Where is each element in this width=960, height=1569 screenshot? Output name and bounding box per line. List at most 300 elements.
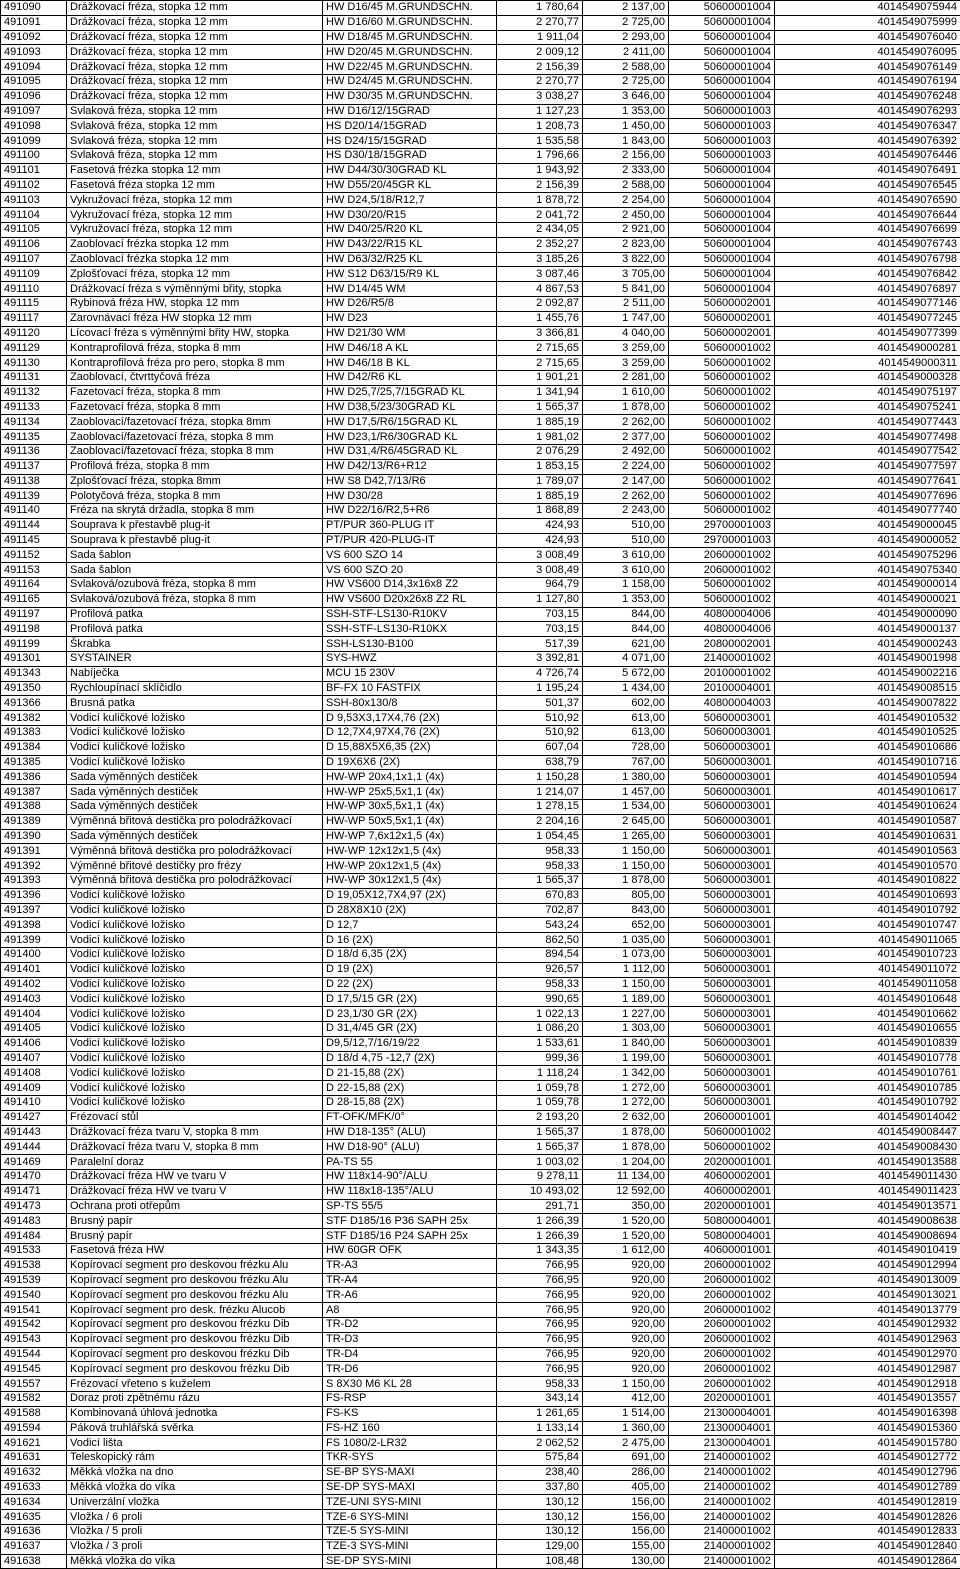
ean-cell: 4014549010587: [775, 814, 960, 829]
group-code-cell: 21400001002: [669, 1465, 775, 1480]
group-code-cell: 50600001002: [669, 341, 775, 356]
product-name-cell: Vykružovací fréza, stopka 12 mm: [67, 208, 323, 223]
group-code-cell: 40600002001: [669, 1184, 775, 1199]
group-code-cell: 50600003001: [669, 948, 775, 963]
product-name-cell: Brusná patka: [67, 696, 323, 711]
product-id-cell: 491638: [1, 1554, 67, 1569]
ean-cell: 4014549010655: [775, 1021, 960, 1036]
product-id-cell: 491343: [1, 666, 67, 681]
ean-cell: 4014549076545: [775, 178, 960, 193]
product-type-cell: TR-A4: [323, 1273, 497, 1288]
group-code-cell: 50600001004: [669, 163, 775, 178]
product-type-cell: FS-KS: [323, 1406, 497, 1421]
product-name-cell: Páková truhlářská svěrka: [67, 1421, 323, 1436]
price-inc-vat-cell: 350,00: [583, 1199, 669, 1214]
group-code-cell: 50800004001: [669, 1229, 775, 1244]
product-id-cell: 491100: [1, 148, 67, 163]
table-row: [1, 1332, 960, 1347]
product-type-cell: SSH-LS130-B100: [323, 637, 497, 652]
group-code-cell: 50600003001: [669, 962, 775, 977]
ean-cell: 4014549012796: [775, 1465, 960, 1480]
ean-cell: 4014549010686: [775, 740, 960, 755]
price-ex-vat-cell: 510,92: [497, 726, 583, 741]
ean-cell: 4014549075944: [775, 1, 960, 16]
product-id-cell: 491165: [1, 592, 67, 607]
group-code-cell: 21300004001: [669, 1406, 775, 1421]
table-row: [1, 1, 960, 16]
table-row: [1, 1140, 960, 1155]
table-row: [1, 489, 960, 504]
table-row: [1, 430, 960, 445]
price-inc-vat-cell: 156,00: [583, 1525, 669, 1540]
product-type-cell: VS 600 SZO 20: [323, 563, 497, 578]
product-name-cell: Vodicí kuličkové ložisko: [67, 948, 323, 963]
product-name-cell: Sada výměnných destiček: [67, 770, 323, 785]
table-row: [1, 755, 960, 770]
product-name-cell: Sada výměnných destiček: [67, 785, 323, 800]
product-id-cell: 491636: [1, 1525, 67, 1540]
product-name-cell: Zplošťovací fréza, stopka 12 mm: [67, 267, 323, 282]
product-id-cell: 491104: [1, 208, 67, 223]
product-name-cell: Drážkovací fréza, stopka 12 mm: [67, 1, 323, 16]
ean-cell: 4014549077498: [775, 430, 960, 445]
price-inc-vat-cell: 510,00: [583, 518, 669, 533]
price-ex-vat-cell: 1 208,73: [497, 119, 583, 134]
product-type-cell: HW D16/12/15GRAD: [323, 104, 497, 119]
table-row: [1, 1066, 960, 1081]
price-inc-vat-cell: 1 843,00: [583, 134, 669, 149]
product-name-cell: Teleskopický rám: [67, 1451, 323, 1466]
price-inc-vat-cell: 1 534,00: [583, 800, 669, 815]
product-id-cell: 491444: [1, 1140, 67, 1155]
product-type-cell: VS 600 SZO 14: [323, 548, 497, 563]
product-type-cell: TZE-5 SYS-MINI: [323, 1525, 497, 1540]
table-row: [1, 1421, 960, 1436]
table-row: [1, 592, 960, 607]
ean-cell: 4014549000281: [775, 341, 960, 356]
group-code-cell: 50600001003: [669, 119, 775, 134]
price-ex-vat-cell: 1 533,61: [497, 1036, 583, 1051]
product-type-cell: HW D46/18 A KL: [323, 341, 497, 356]
price-inc-vat-cell: 1 457,00: [583, 785, 669, 800]
product-type-cell: HW D20/45 M.GRUNDSCHN.: [323, 45, 497, 60]
table-row: [1, 267, 960, 282]
price-ex-vat-cell: 1 796,66: [497, 148, 583, 163]
table-row: [1, 89, 960, 104]
price-ex-vat-cell: 766,95: [497, 1273, 583, 1288]
price-inc-vat-cell: 2 377,00: [583, 430, 669, 445]
group-code-cell: 50600003001: [669, 933, 775, 948]
product-id-cell: 491094: [1, 60, 67, 75]
product-name-cell: Vodicí kuličkové ložisko: [67, 977, 323, 992]
ean-cell: 4014549076040: [775, 30, 960, 45]
product-id-cell: 491129: [1, 341, 67, 356]
product-name-cell: Výměnná břitová destička pro polodrážkovací: [67, 814, 323, 829]
price-ex-vat-cell: 638,79: [497, 755, 583, 770]
table-row: [1, 563, 960, 578]
price-inc-vat-cell: 920,00: [583, 1258, 669, 1273]
table-row: [1, 237, 960, 252]
product-name-cell: Drážkovací fréza, stopka 12 mm: [67, 60, 323, 75]
ean-cell: 4014549012826: [775, 1510, 960, 1525]
ean-cell: 4014549001998: [775, 652, 960, 667]
price-inc-vat-cell: 1 520,00: [583, 1229, 669, 1244]
group-code-cell: 50600001002: [669, 415, 775, 430]
price-inc-vat-cell: 4 071,00: [583, 652, 669, 667]
ean-cell: 4014549076590: [775, 193, 960, 208]
table-row: [1, 637, 960, 652]
price-inc-vat-cell: 1 189,00: [583, 992, 669, 1007]
ean-cell: 4014549013779: [775, 1303, 960, 1318]
product-name-cell: Vodicí kuličkové ložisko: [67, 918, 323, 933]
product-name-cell: Doraz proti zpětnému rázu: [67, 1391, 323, 1406]
product-id-cell: 491093: [1, 45, 67, 60]
ean-cell: 4014549076194: [775, 74, 960, 89]
ean-cell: 4014549010662: [775, 1007, 960, 1022]
product-id-cell: 491145: [1, 533, 67, 548]
product-id-cell: 491133: [1, 400, 67, 415]
product-id-cell: 491137: [1, 459, 67, 474]
product-name-cell: Vodicí kuličkové ložisko: [67, 903, 323, 918]
price-ex-vat-cell: 1 535,58: [497, 134, 583, 149]
price-inc-vat-cell: 2 281,00: [583, 370, 669, 385]
group-code-cell: 50600001002: [669, 474, 775, 489]
group-code-cell: 50600001002: [669, 356, 775, 371]
price-ex-vat-cell: 766,95: [497, 1347, 583, 1362]
table-row: [1, 104, 960, 119]
product-type-cell: HW D46/18 B KL: [323, 356, 497, 371]
ean-cell: 4014549012772: [775, 1451, 960, 1466]
product-type-cell: HW D23,1/R6/30GRAD KL: [323, 430, 497, 445]
product-id-cell: 491115: [1, 296, 67, 311]
table-row: [1, 518, 960, 533]
product-id-cell: 491097: [1, 104, 67, 119]
group-code-cell: 40800004006: [669, 622, 775, 637]
price-ex-vat-cell: 2 270,77: [497, 15, 583, 30]
price-ex-vat-cell: 1 565,37: [497, 400, 583, 415]
product-name-cell: Měkká vložka do víka: [67, 1554, 323, 1569]
ean-cell: 4014549000243: [775, 637, 960, 652]
product-id-cell: 491102: [1, 178, 67, 193]
product-type-cell: D 19 (2X): [323, 962, 497, 977]
product-name-cell: Výměnné břitové destičky pro frézy: [67, 859, 323, 874]
product-name-cell: Vykružovací fréza, stopka 12 mm: [67, 222, 323, 237]
price-inc-vat-cell: 2 262,00: [583, 489, 669, 504]
table-row: [1, 1155, 960, 1170]
group-code-cell: 50800004001: [669, 1214, 775, 1229]
group-code-cell: 20200001001: [669, 1155, 775, 1170]
table-row: [1, 222, 960, 237]
price-ex-vat-cell: 766,95: [497, 1258, 583, 1273]
price-ex-vat-cell: 3 008,49: [497, 563, 583, 578]
price-ex-vat-cell: 2 715,65: [497, 341, 583, 356]
product-name-cell: Rychloupínací sklíčidlo: [67, 681, 323, 696]
price-ex-vat-cell: 1 885,19: [497, 415, 583, 430]
price-inc-vat-cell: 1 878,00: [583, 1140, 669, 1155]
product-type-cell: HW S12 D63/15/R9 KL: [323, 267, 497, 282]
product-id-cell: 491101: [1, 163, 67, 178]
product-id-cell: 491407: [1, 1051, 67, 1066]
price-inc-vat-cell: 1 035,00: [583, 933, 669, 948]
group-code-cell: 21400001002: [669, 1510, 775, 1525]
price-ex-vat-cell: 2 009,12: [497, 45, 583, 60]
product-id-cell: 491405: [1, 1021, 67, 1036]
table-row: [1, 74, 960, 89]
product-type-cell: HW D16/60 M.GRUNDSCHN.: [323, 15, 497, 30]
product-name-cell: Výměnná břitová destička pro polodrážkovací: [67, 874, 323, 889]
table-row: [1, 326, 960, 341]
price-inc-vat-cell: 1 227,00: [583, 1007, 669, 1022]
product-name-cell: Vodicí kuličkové ložisko: [67, 726, 323, 741]
product-id-cell: 491134: [1, 415, 67, 430]
table-row: [1, 711, 960, 726]
group-code-cell: 50600001002: [669, 504, 775, 519]
price-inc-vat-cell: 1 199,00: [583, 1051, 669, 1066]
price-ex-vat-cell: 130,12: [497, 1495, 583, 1510]
price-ex-vat-cell: 766,95: [497, 1288, 583, 1303]
group-code-cell: 50600001004: [669, 237, 775, 252]
product-name-cell: Vodicí kuličkové ložisko: [67, 888, 323, 903]
product-type-cell: STF D185/16 P24 SAPH 25x: [323, 1229, 497, 1244]
price-inc-vat-cell: 2 511,00: [583, 296, 669, 311]
group-code-cell: 20600001002: [669, 1332, 775, 1347]
price-ex-vat-cell: 130,12: [497, 1510, 583, 1525]
price-inc-vat-cell: 1 353,00: [583, 104, 669, 119]
table-row: [1, 134, 960, 149]
product-id-cell: 491540: [1, 1288, 67, 1303]
group-code-cell: 21300004001: [669, 1421, 775, 1436]
ean-cell: 4014549008430: [775, 1140, 960, 1155]
product-type-cell: HW D42/13/R6+R12: [323, 459, 497, 474]
group-code-cell: 21400001002: [669, 1554, 775, 1569]
product-type-cell: HW-WP 20x4,1x1,1 (4x): [323, 770, 497, 785]
group-code-cell: 50600001004: [669, 60, 775, 75]
product-name-cell: Fazetovací fréza, stopka 8 mm: [67, 400, 323, 415]
group-code-cell: 20200001001: [669, 1199, 775, 1214]
price-inc-vat-cell: 2 254,00: [583, 193, 669, 208]
table-row: [1, 1036, 960, 1051]
product-type-cell: SE-BP SYS-MAXI: [323, 1465, 497, 1480]
table-row: [1, 992, 960, 1007]
product-name-cell: Kopírovací segment pro deskovou frézku Dib: [67, 1347, 323, 1362]
product-id-cell: 491139: [1, 489, 67, 504]
product-name-cell: Drážkovací fréza, stopka 12 mm: [67, 15, 323, 30]
table-row: [1, 666, 960, 681]
price-ex-vat-cell: 894,54: [497, 948, 583, 963]
price-inc-vat-cell: 2 921,00: [583, 222, 669, 237]
group-code-cell: 40600001001: [669, 1243, 775, 1258]
group-code-cell: 50600001004: [669, 74, 775, 89]
product-id-cell: 491443: [1, 1125, 67, 1140]
ean-cell: 4014549013571: [775, 1199, 960, 1214]
product-type-cell: D 18/d 4,75 -12,7 (2X): [323, 1051, 497, 1066]
table-row: [1, 163, 960, 178]
group-code-cell: 20600001002: [669, 1303, 775, 1318]
product-type-cell: FS 1080/2-LR32: [323, 1436, 497, 1451]
product-name-cell: Profilová patka: [67, 622, 323, 637]
product-name-cell: Souprava k přestavbě plug-it: [67, 518, 323, 533]
product-id-cell: 491199: [1, 637, 67, 652]
price-ex-vat-cell: 1 127,80: [497, 592, 583, 607]
table-row: [1, 385, 960, 400]
product-id-cell: 491404: [1, 1007, 67, 1022]
group-code-cell: 50600003001: [669, 859, 775, 874]
product-name-cell: Vodicí kuličkové ložisko: [67, 1007, 323, 1022]
product-name-cell: Vložka / 3 proli: [67, 1539, 323, 1554]
product-name-cell: Kontraprofilová fréza, stopka 8 mm: [67, 341, 323, 356]
table-row: [1, 282, 960, 297]
ean-cell: 4014549010839: [775, 1036, 960, 1051]
price-inc-vat-cell: 412,00: [583, 1391, 669, 1406]
product-type-cell: HW 60GR OFK: [323, 1243, 497, 1258]
table-row: [1, 1007, 960, 1022]
price-ex-vat-cell: 1 054,45: [497, 829, 583, 844]
ean-cell: 4014549000021: [775, 592, 960, 607]
product-name-cell: Zplošťovací fréza, stopka 8mm: [67, 474, 323, 489]
ean-cell: 4014549076392: [775, 134, 960, 149]
product-type-cell: HW D18/45 M.GRUNDSCHN.: [323, 30, 497, 45]
price-inc-vat-cell: 1 073,00: [583, 948, 669, 963]
ean-cell: 4014549010778: [775, 1051, 960, 1066]
product-name-cell: Fasetová fréza HW: [67, 1243, 323, 1258]
price-inc-vat-cell: 1 878,00: [583, 874, 669, 889]
product-id-cell: 491544: [1, 1347, 67, 1362]
ean-cell: 4014549076842: [775, 267, 960, 282]
product-id-cell: 491092: [1, 30, 67, 45]
ean-cell: 4014549000311: [775, 356, 960, 371]
product-type-cell: TKR-SYS: [323, 1451, 497, 1466]
ean-cell: 4014549000014: [775, 578, 960, 593]
price-inc-vat-cell: 155,00: [583, 1539, 669, 1554]
ean-cell: 4014549076644: [775, 208, 960, 223]
price-ex-vat-cell: 1 455,76: [497, 311, 583, 326]
price-ex-vat-cell: 9 278,11: [497, 1169, 583, 1184]
price-inc-vat-cell: 1 353,00: [583, 592, 669, 607]
price-ex-vat-cell: 108,48: [497, 1554, 583, 1569]
product-id-cell: 491391: [1, 844, 67, 859]
ean-cell: 4014549012970: [775, 1347, 960, 1362]
price-ex-vat-cell: 990,65: [497, 992, 583, 1007]
product-type-cell: PA-TS 55: [323, 1155, 497, 1170]
price-inc-vat-cell: 2 156,00: [583, 148, 669, 163]
price-inc-vat-cell: 691,00: [583, 1451, 669, 1466]
product-type-cell: HW D26/R5/8: [323, 296, 497, 311]
group-code-cell: 50600003001: [669, 1095, 775, 1110]
product-name-cell: Zaoblovací, čtvrttyčová fréza: [67, 370, 323, 385]
price-ex-vat-cell: 501,37: [497, 696, 583, 711]
table-row: [1, 341, 960, 356]
group-code-cell: 50600001004: [669, 208, 775, 223]
price-ex-vat-cell: 958,33: [497, 859, 583, 874]
product-id-cell: 491427: [1, 1110, 67, 1125]
price-ex-vat-cell: 1 127,23: [497, 104, 583, 119]
product-type-cell: FT-OFK/MFK/0°: [323, 1110, 497, 1125]
price-inc-vat-cell: 405,00: [583, 1480, 669, 1495]
product-type-cell: HW D24,5/18/R12,7: [323, 193, 497, 208]
group-code-cell: 20600001001: [669, 1110, 775, 1125]
product-type-cell: SP-TS 55/5: [323, 1199, 497, 1214]
ean-cell: 4014549011430: [775, 1169, 960, 1184]
group-code-cell: 50600003001: [669, 785, 775, 800]
price-inc-vat-cell: 2 243,00: [583, 504, 669, 519]
table-row: [1, 1125, 960, 1140]
product-type-cell: MCU 15 230V: [323, 666, 497, 681]
price-ex-vat-cell: 517,39: [497, 637, 583, 652]
table-row: [1, 770, 960, 785]
product-type-cell: HW D22/16/R2,5+R6: [323, 504, 497, 519]
price-inc-vat-cell: 1 265,00: [583, 829, 669, 844]
product-type-cell: TZE-3 SYS-MINI: [323, 1539, 497, 1554]
table-row: [1, 370, 960, 385]
product-name-cell: Rybinová fréza HW, stopka 12 mm: [67, 296, 323, 311]
product-id-cell: 491350: [1, 681, 67, 696]
product-type-cell: TR-D4: [323, 1347, 497, 1362]
ean-cell: 4014549077641: [775, 474, 960, 489]
product-name-cell: Vodicí kuličkové ložisko: [67, 740, 323, 755]
price-ex-vat-cell: 2 076,29: [497, 444, 583, 459]
product-type-cell: HW-WP 50x5,5x1,1 (4x): [323, 814, 497, 829]
group-code-cell: 50600001002: [669, 370, 775, 385]
ean-cell: 4014549010570: [775, 859, 960, 874]
price-inc-vat-cell: 621,00: [583, 637, 669, 652]
product-id-cell: 491106: [1, 237, 67, 252]
product-type-cell: HW VS600 D20x26x8 Z2 RL: [323, 592, 497, 607]
table-row: [1, 859, 960, 874]
product-type-cell: HW D18-90° (ALU): [323, 1140, 497, 1155]
product-id-cell: 491103: [1, 193, 67, 208]
product-name-cell: Vodicí kuličkové ložisko: [67, 1095, 323, 1110]
product-id-cell: 491095: [1, 74, 67, 89]
table-row: [1, 193, 960, 208]
product-type-cell: A8: [323, 1303, 497, 1318]
product-name-cell: Měkká vložka na dno: [67, 1465, 323, 1480]
table-row: [1, 814, 960, 829]
product-name-cell: Profilová fréza, stopka 8 mm: [67, 459, 323, 474]
table-row: [1, 400, 960, 415]
product-name-cell: Vodicí kuličkové ložisko: [67, 1066, 323, 1081]
ean-cell: 4014549077696: [775, 489, 960, 504]
ean-cell: 4014549010648: [775, 992, 960, 1007]
price-ex-vat-cell: 510,92: [497, 711, 583, 726]
table-row: [1, 252, 960, 267]
product-type-cell: SSH-STF-LS130-R10KX: [323, 622, 497, 637]
price-ex-vat-cell: 1 118,24: [497, 1066, 583, 1081]
product-type-cell: HW D14/45 WM: [323, 282, 497, 297]
product-name-cell: Frézovací stůl: [67, 1110, 323, 1125]
product-id-cell: 491301: [1, 652, 67, 667]
price-ex-vat-cell: 1 789,07: [497, 474, 583, 489]
product-id-cell: 491631: [1, 1451, 67, 1466]
price-ex-vat-cell: 3 366,81: [497, 326, 583, 341]
product-name-cell: Svlaková/ozubová fréza, stopka 8 mm: [67, 578, 323, 593]
price-ex-vat-cell: 1 981,02: [497, 430, 583, 445]
group-code-cell: 50600003001: [669, 1051, 775, 1066]
ean-cell: 4014549075296: [775, 548, 960, 563]
product-id-cell: 491096: [1, 89, 67, 104]
product-id-cell: 491632: [1, 1465, 67, 1480]
ean-cell: 4014549077399: [775, 326, 960, 341]
product-type-cell: HW 118x18-135°/ALU: [323, 1184, 497, 1199]
price-ex-vat-cell: 1 885,19: [497, 489, 583, 504]
group-code-cell: 20100001002: [669, 666, 775, 681]
price-ex-vat-cell: 129,00: [497, 1539, 583, 1554]
ean-cell: 4014549010792: [775, 1095, 960, 1110]
price-inc-vat-cell: 2 725,00: [583, 15, 669, 30]
price-inc-vat-cell: 1 747,00: [583, 311, 669, 326]
ean-cell: 4014549010594: [775, 770, 960, 785]
group-code-cell: 50600002001: [669, 311, 775, 326]
ean-cell: 4014549016398: [775, 1406, 960, 1421]
